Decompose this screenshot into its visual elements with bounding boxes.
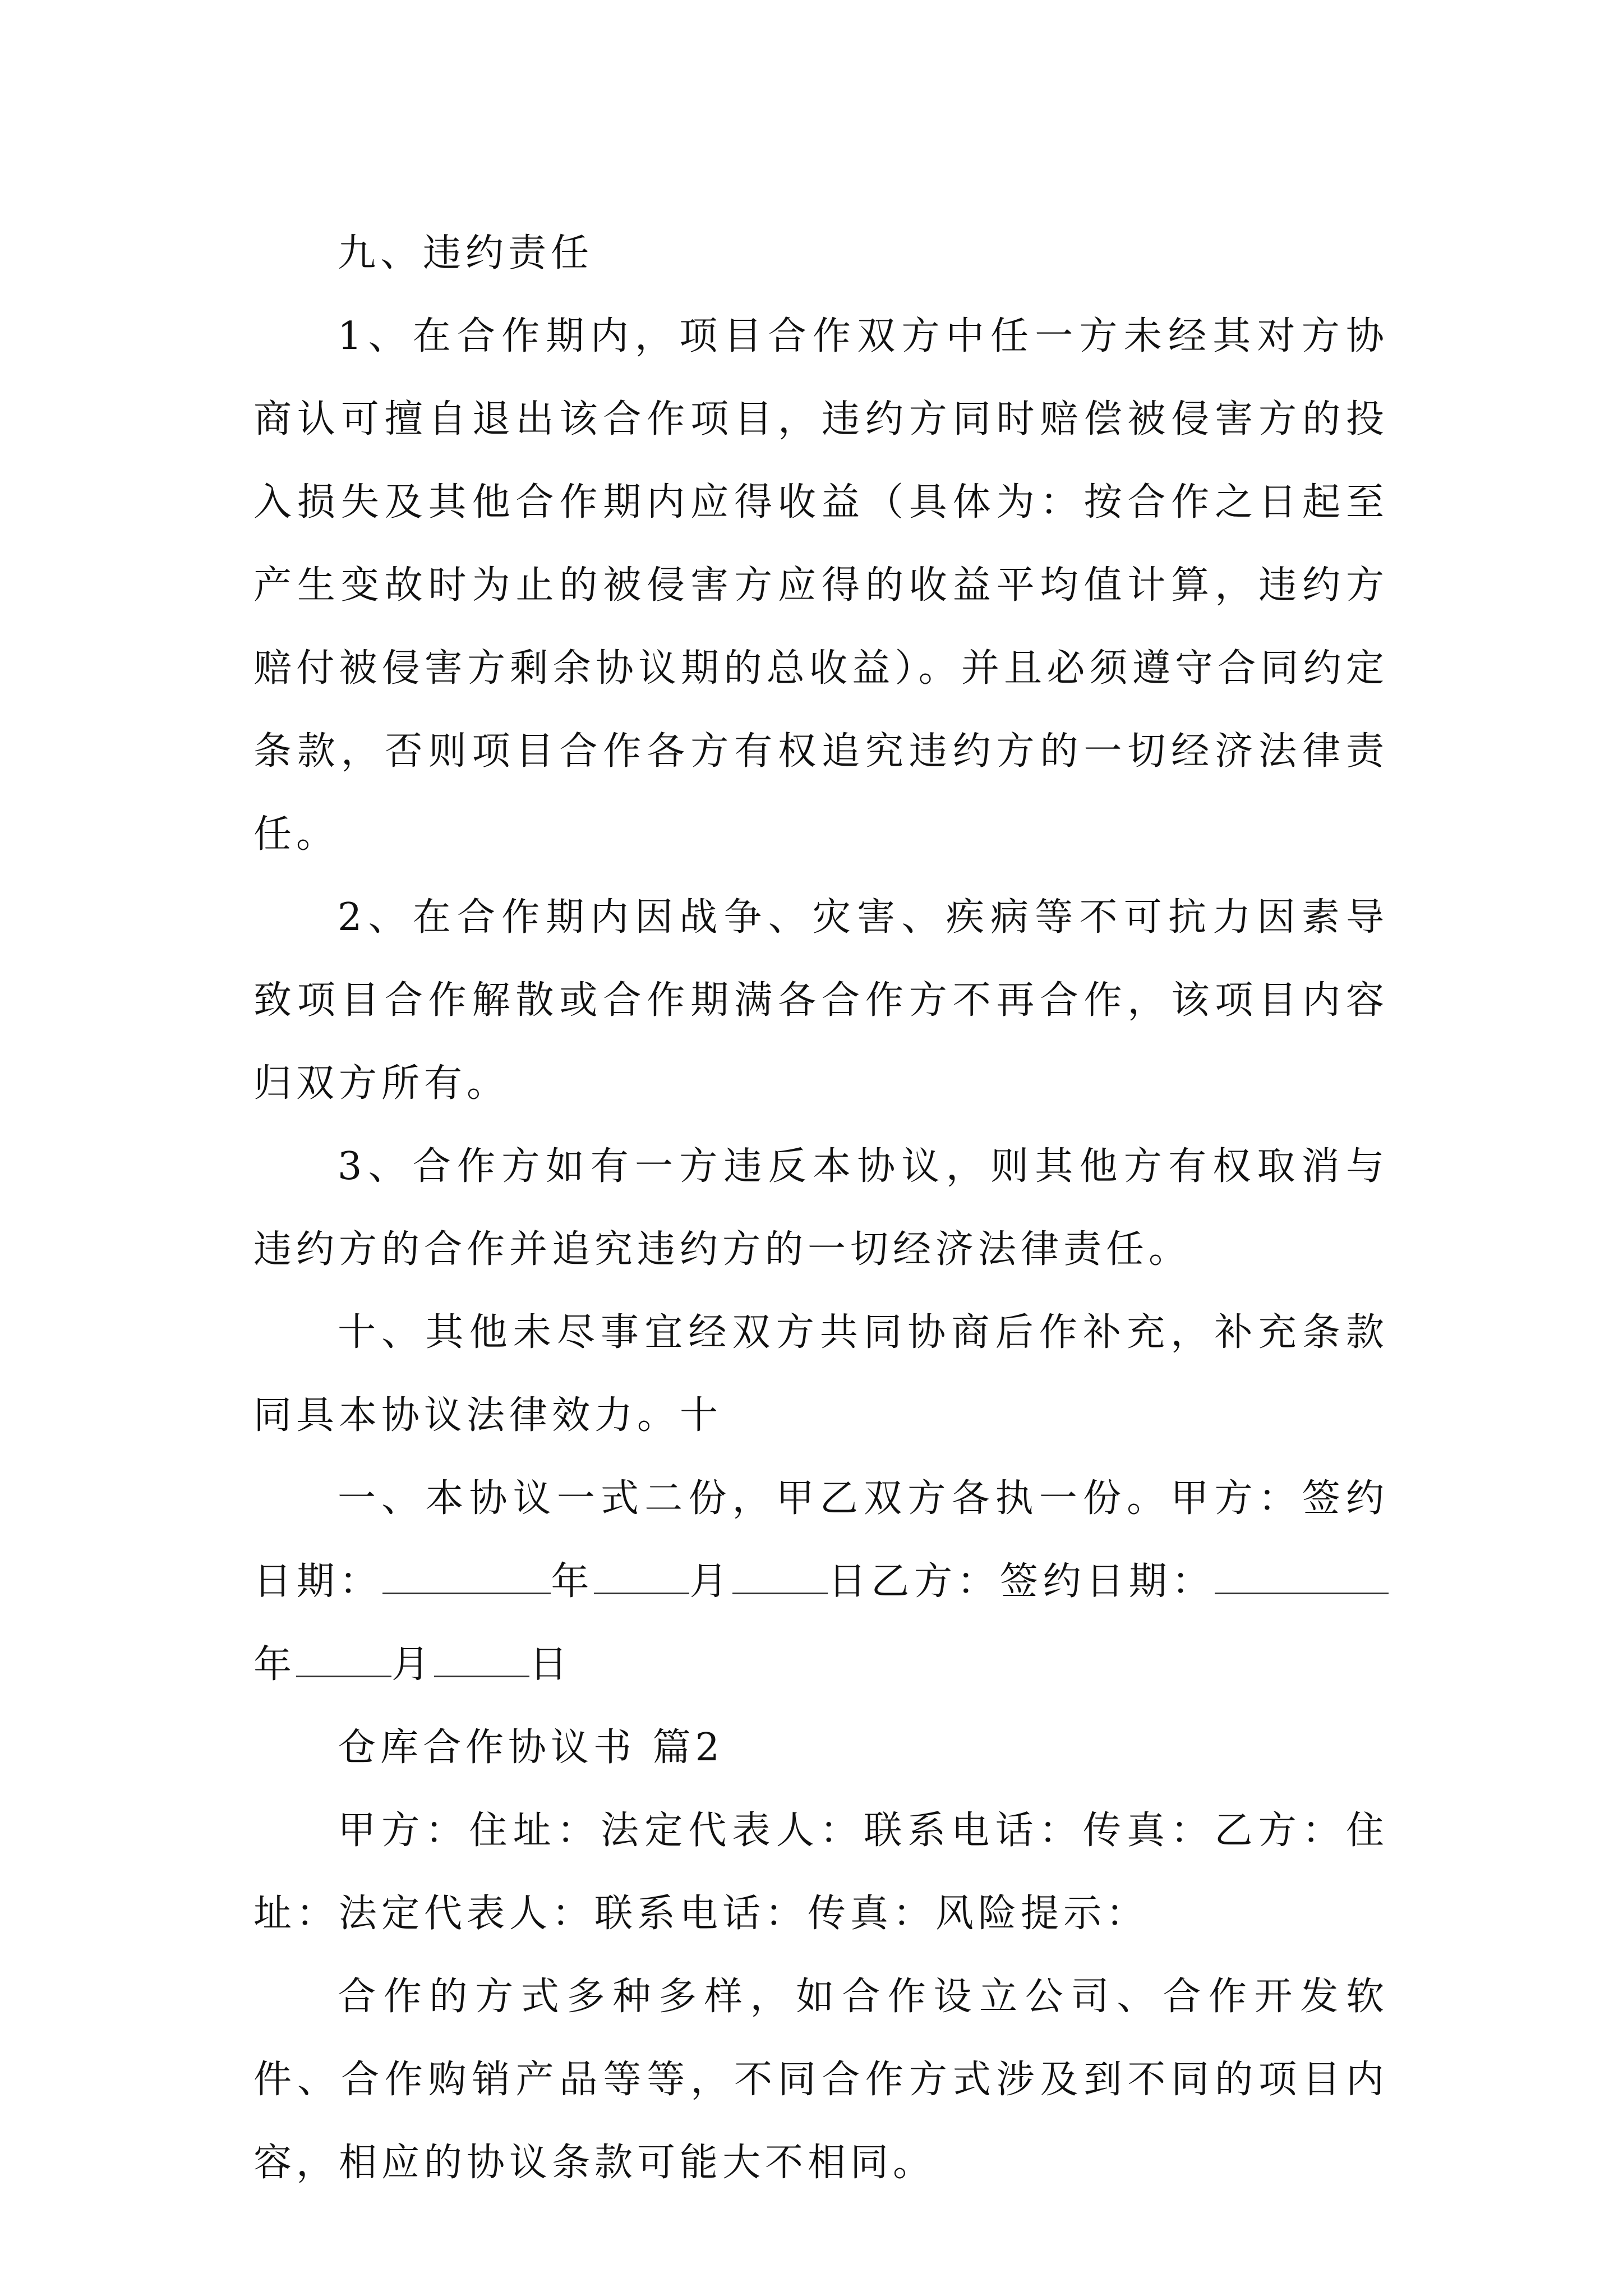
signature-clause [253, 1457, 1389, 1706]
month-label: 月 [689, 1559, 733, 1604]
party-b-year-blank [1215, 1557, 1389, 1594]
section-heading-liability: 九、违约责任 [338, 231, 594, 275]
party-b-day-blank [434, 1640, 529, 1677]
day-party-b-text: 日乙方：签约日期： [828, 1559, 1215, 1604]
party-a-day-blank [732, 1557, 828, 1594]
cooperation-note: 合作的方式多种多样，如合作设立公司、合作开发软件、合作购销产品等等，不同合作方式涉及到不同的项目内容，相应的协议条款可能大不相同。 [253, 1975, 1389, 2185]
document-title-part-2: 仓库合作协议书 篇2 [338, 1726, 724, 1770]
clause-2: 2、在合作期内因战争、灾害、疾病等不可抗力因素导致项目合作解散或合作期满各合作方不再合作，该项目内容归双方所有。 [253, 895, 1389, 1106]
section-other-matters: 十、其他未尽事宜经双方共同协商后作补充，补充条款同具本协议法律效力。十 [253, 1310, 1389, 1438]
signature-lead-text: 一、本协议一式二份，甲乙双方各执一份。甲方：签约日期： [253, 1476, 1389, 1604]
clause-1: 1、在合作期内，项目合作双方中任一方未经其对方协商认可擅自退出该合作项目，违约方同时赔偿被侵害方的投入损失及其他合作期内应得收益（具体为：按合作之日起至产生变故时为止的被侵害方应得的收益平均值计算，违约方赔付被侵害方剩余协议期的总收益）。并且必须遵守合同约定条款，否则项目合作各方有权追究违约方的一切经济法律责任。 [253, 314, 1389, 857]
year-label-2: 年 [253, 1642, 297, 1687]
day-label-2: 日 [529, 1642, 573, 1687]
year-label: 年 [550, 1559, 594, 1604]
clause-3: 3、合作方如有一方违反本协议，则其他方有权取消与违约方的合作并追究违约方的一切经济法律责任。 [253, 1144, 1389, 1272]
party-a-month-blank [594, 1557, 689, 1594]
party-b-month-blank [296, 1640, 391, 1677]
party-a-year-blank [382, 1557, 551, 1594]
month-label-2: 月 [391, 1642, 435, 1687]
parties-info: 甲方：住址：法定代表人：联系电话：传真：乙方：住址：法定代表人：联系电话：传真：风险提示： [253, 1809, 1389, 1936]
